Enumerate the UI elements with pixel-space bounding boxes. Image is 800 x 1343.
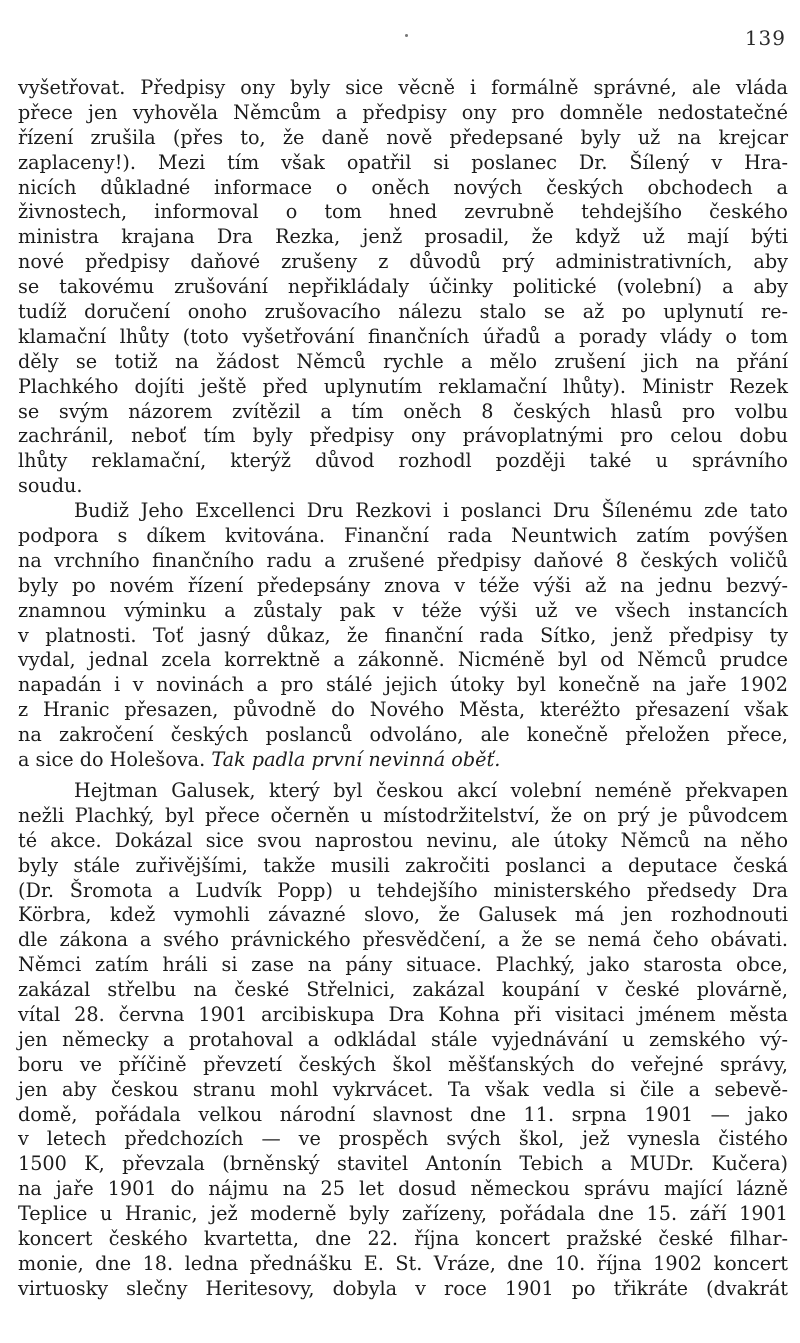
text-line: vyšetřovat. Předpisy ony byly sice věcně i formálně správné, ale vláda	[18, 76, 788, 99]
text-line: boru ve příčině převzetí českých škol měšťanských do veřejné správy,	[18, 1052, 788, 1076]
text-line: virtuosky slečny Heritesovy, dobyla v roce 1901 po třikráte (dvakrát	[18, 1276, 788, 1300]
text-line: monie, dne 18. ledna přednášku E. St. Vráze, dne 10. října 1902 koncert	[18, 1251, 788, 1275]
text-line: nežli Plachký, byl přece očerněn u místodržitelství, že on prý je původcem	[18, 803, 788, 827]
text-line: Teplice u Hranic, jež moderně byly zařízeny, pořádala dne 15. září 1901	[18, 1202, 788, 1226]
text-line: děly se totiž na žádost Němců rychle a mělo zrušení jich na přání	[18, 349, 788, 373]
text-line: přece jen vyhověla Němcům a předpisy ony pro domněle nedostatečné	[18, 100, 788, 124]
text-line: zaplaceny!). Mezi tím však opatřil si poslanec Dr. Šílený v Hra-	[18, 150, 788, 174]
text-line: tudíž doručení onoho zrušovacího nálezu stalo se až po uplynutí re-	[18, 300, 788, 324]
text-line: Plachkého dojíti ještě před uplynutím reklamační lhůty). Ministr Rezek	[18, 374, 788, 398]
text-line: Körbra, kdež vymohli závazné slovo, že Galusek má jen rozhodnouti	[18, 903, 788, 927]
text-line: v letech předchozích — ve prospěch svých škol, jež vynesla čistého	[18, 1127, 788, 1151]
text-line: znamnou výminku a zůstaly pak v téže výši už ve všech instancích	[18, 598, 788, 622]
text-line: dle zákona a svého právnického přesvědčení, a že se nemá čeho obávati.	[18, 928, 788, 952]
text-line: vydal, jednal zcela korrektně a zákonně. Nicméně byl od Němců prudce	[18, 648, 788, 672]
text-line: v platnosti. Toť jasný důkaz, že finanční rada Sítko, jenž předpisy ty	[18, 623, 788, 647]
text-line: napadán i v novinách a pro stálé jejich útoky byl konečně na jaře 1902	[18, 673, 788, 697]
text-line: ministra krajana Dra Rezka, jenž prosadil, že když už mají býti	[18, 225, 788, 249]
text-line: zakázal střelbu na české Střelnici, zakázal koupání v české plovárně,	[18, 978, 788, 1002]
text-line: Němci zatím hráli si zase na pány situace. Plachký, jako starosta obce,	[18, 953, 788, 977]
text-line	[18, 748, 788, 773]
text-line: lhůty reklamační, kterýž důvod rozhodl později také u správního	[18, 449, 788, 473]
text-line: domě, pořádala velkou národní slavnost dne 11. srpna 1901 — jako	[18, 1102, 788, 1126]
text-line-plain: a sice do Holešova.	[18, 748, 212, 772]
text-line: nové předpisy daňové zrušeny z důvodů prý administrativních, aby	[18, 250, 788, 274]
text-line: se takovému zrušování nepřikládaly účinky politické (volební) a aby	[18, 275, 788, 299]
text-line: Hejtman Galusek, který byl českou akcí volební neméně překvapen	[74, 778, 788, 802]
text-line: klamační lhůty (toto vyšetřování finančních úřadů a porady vlády o tom	[18, 324, 788, 348]
text-line: jen aby českou stranu mohl vykrvácet. Ta však vedla si čile a sebevě-	[18, 1077, 788, 1101]
text-line: jen německy a protahoval a odkládal stále vyjednávání u zemského vý-	[18, 1027, 788, 1051]
text-line: na jaře 1901 do nájmu na 25 let dosud německou správu mající lázně	[18, 1177, 788, 1201]
body-text	[18, 76, 788, 1302]
text-line: podpora s díkem kvitována. Finanční rada Neuntwich zatím povýšen	[18, 524, 788, 548]
text-line: té akce. Dokázal sice svou naprostou nevinu, ale útoky Němců na něho	[18, 828, 788, 852]
text-line: 1500 K, převzala (brněnský stavitel Antonín Tebich a MUDr. Kučera)	[18, 1152, 788, 1176]
text-line: řízení zrušila (přes to, že daně nově předepsané byly už na krejcar	[18, 125, 788, 149]
text-line: se svým názorem zvítězil a tím oněch 8 českých hlasů pro volbu	[18, 399, 788, 423]
text-line: Budiž Jeho Excellenci Dru Rezkovi i poslanci Dru Šílenému zde tato	[74, 499, 788, 523]
text-line: na zakročení českých poslanců odvoláno, ale konečně přeložen přece,	[18, 723, 788, 747]
text-line: živnostech, informoval o tom hned zevrubně tehdejšího českého	[18, 200, 788, 224]
italic-emphasis: Tak padla první nevinná oběť.	[211, 748, 501, 772]
text-line: koncert českého kvartetta, dne 22. října koncert pražské české filhar-	[18, 1226, 788, 1250]
text-line: na vrchního finančního radu a zrušené předpisy daňové 8 českých voličů	[18, 548, 788, 572]
text-line: zachránil, neboť tím byly předpisy ony právoplatnými pro celou dobu	[18, 424, 788, 448]
text-line: byly stále zuřivějšími, takže musili zakročiti poslanci a deputace česká	[18, 853, 788, 877]
text-line: (Dr. Šromota a Ludvík Popp) u tehdejšího ministerského předsedy Dra	[18, 878, 788, 902]
text-line: nicích důkladné informace o oněch nových českých obchodech a	[18, 175, 788, 199]
print-mark	[405, 34, 408, 37]
text-line: z Hranic přesazen, původně do Nového Města, kteréžto přesazení však	[18, 698, 788, 722]
text-line: byly po novém řízení předepsány znova v téže výši až na jednu bezvý-	[18, 573, 788, 597]
text-line: soudu.	[18, 474, 83, 498]
page-number: 139	[744, 26, 786, 50]
text-line: vítal 28. června 1901 arcibiskupa Dra Kohna při visitaci jménem města	[18, 1002, 788, 1026]
